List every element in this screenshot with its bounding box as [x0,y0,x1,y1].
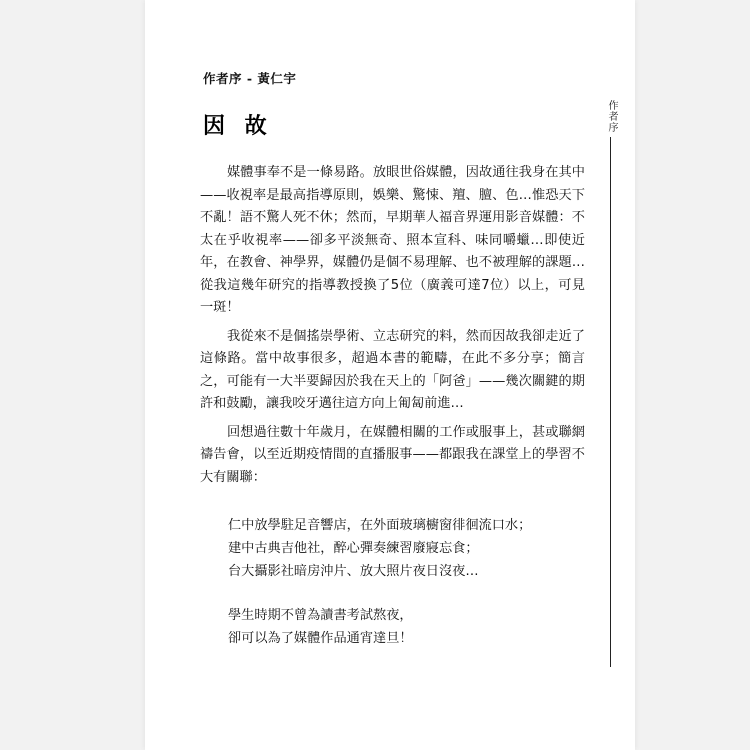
verse-line: 學生時期不曾為讀書考試熬夜， [228,608,413,623]
paragraph: 我從來不是個搖崇學術、立志研究的料，然而因故我卻走近了這條路。當中故事很多，超過本書的範疇，在此不多分享；簡言之，可能有一大半要歸因於我在天上的「阿爸」——幾次關鍵的期許和鼓勵，讓我咬牙邁往這方向上匍匐前進… [200,328,585,411]
verse-block [228,514,588,583]
verse-block [228,604,588,650]
paragraph: 回想過往數十年歲月，在媒體相關的工作或服事上，甚或聯網禱告會，以至近期疫情間的直播服事——都跟我在課堂上的學習不大有關聯： [200,424,585,485]
verse-line: 建中古典吉他社，醉心彈奏練習廢寢忘食； [228,541,479,556]
body-text [200,162,585,495]
chapter-title: 因 故 [203,114,273,139]
paragraph: 媒體事奉不是一條易路。放眼世俗媒體，因故通往我身在其中——收視率是最高指導原則，娛樂、驚悚、羶、膻、色…惟恐天下不亂！語不驚人死不休；然而，早期華人福音界運用影音媒體：不太在乎收視率——卻多平淡無奇、照本宣科、味同嚼蠟…即使近年，在教會、神學界，媒體仍是個不易理解、也不被理解的課題…從我這幾年研究的指導教授換了5位（廣義可達7位）以上，可見一斑！ [200,165,585,315]
running-header: 作者序 - 黃仁宇 [203,71,297,86]
side-vertical-rule [610,137,611,667]
verse-line: 仁中放學駐足音響店，在外面玻璃櫥窗徘徊流口水； [228,518,532,533]
side-tab-label: 作者序 [606,100,617,133]
verse-line: 台大攝影社暗房沖片、放大照片夜日沒夜… [228,564,479,579]
verse-line: 卻可以為了媒體作品通宵達旦！ [228,631,413,646]
